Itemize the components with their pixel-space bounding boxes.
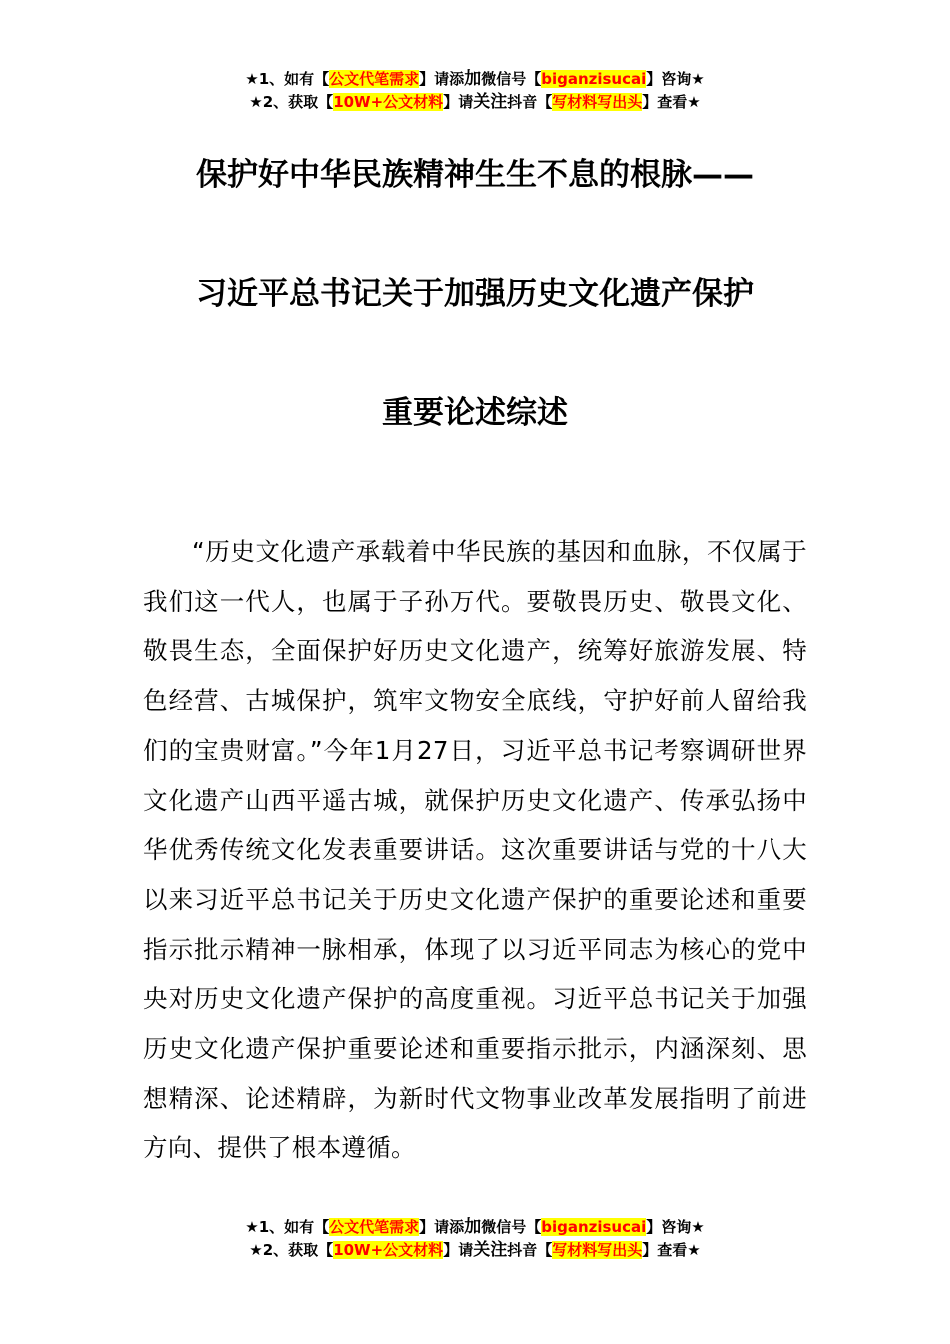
header-banner <box>0 68 950 114</box>
banner-line-1: ★1、如有【公文代笔需求】请添加微信号【biganzisucai】咨询★ <box>245 69 705 89</box>
banner-line-1: ★1、如有【公文代笔需求】请添加微信号【biganzisucai】咨询★ <box>245 1217 705 1237</box>
document-title-line-2: 习近平总书记关于加强历史文化遗产保护 <box>196 276 754 312</box>
document-title-line-1: 保护好中华民族精神生生不息的根脉—— <box>196 157 754 193</box>
document-title-line-3: 重要论述综述 <box>382 395 568 431</box>
footer-banner <box>0 1216 950 1262</box>
banner-line-2: ★2、获取【10W+公文材料】请关注抖音【写材料写出头】查看★ <box>249 92 701 112</box>
banner-highlight-service: 公文代笔需求 <box>329 70 420 88</box>
banner-highlight-douyin: 写材料写出头 <box>552 93 643 111</box>
banner-highlight-service: 公文代笔需求 <box>329 1218 420 1236</box>
banner-highlight-materials: 10W+公文材料 <box>333 93 444 111</box>
body-paragraph: “历史文化遗产承载着中华民族的基因和血脉，不仅属于我们这一代人，也属于子孙万代。要敬畏历史、敬畏文化、敬畏生态，全面保护好历史文化遗产，统筹好旅游发展、特色经营、古城保护，筑牢文物安全底线，守护好前人留给我们的宝贵财富。”今年1月27日，习近平总书记考察调研世界文化遗产山西平遥古城，就保护历史文化遗产、传承弘扬中华优秀传统文化发表重要讲话。这次重要讲话与党的十八大以来习近平总书记关于历史文化遗产保护的重要论述和重要指示批示精神一脉相承，体现了以习近平同志为核心的党中央对历史文化遗产保护的高度重视。习近平总书记关于加强历史文化遗产保护重要论述和重要指示批示，内涵深刻、思想精深、论述精辟，为新时代文物事业改革发展指明了前进方向、提供了根本遵循。 <box>143 537 807 1163</box>
banner-highlight-wechat-id: biganzisucai <box>541 1218 647 1236</box>
banner-highlight-douyin: 写材料写出头 <box>552 1241 643 1259</box>
banner-highlight-wechat-id: biganzisucai <box>541 70 647 88</box>
banner-line-2: ★2、获取【10W+公文材料】请关注抖音【写材料写出头】查看★ <box>249 1240 701 1260</box>
banner-highlight-materials: 10W+公文材料 <box>333 1241 444 1259</box>
